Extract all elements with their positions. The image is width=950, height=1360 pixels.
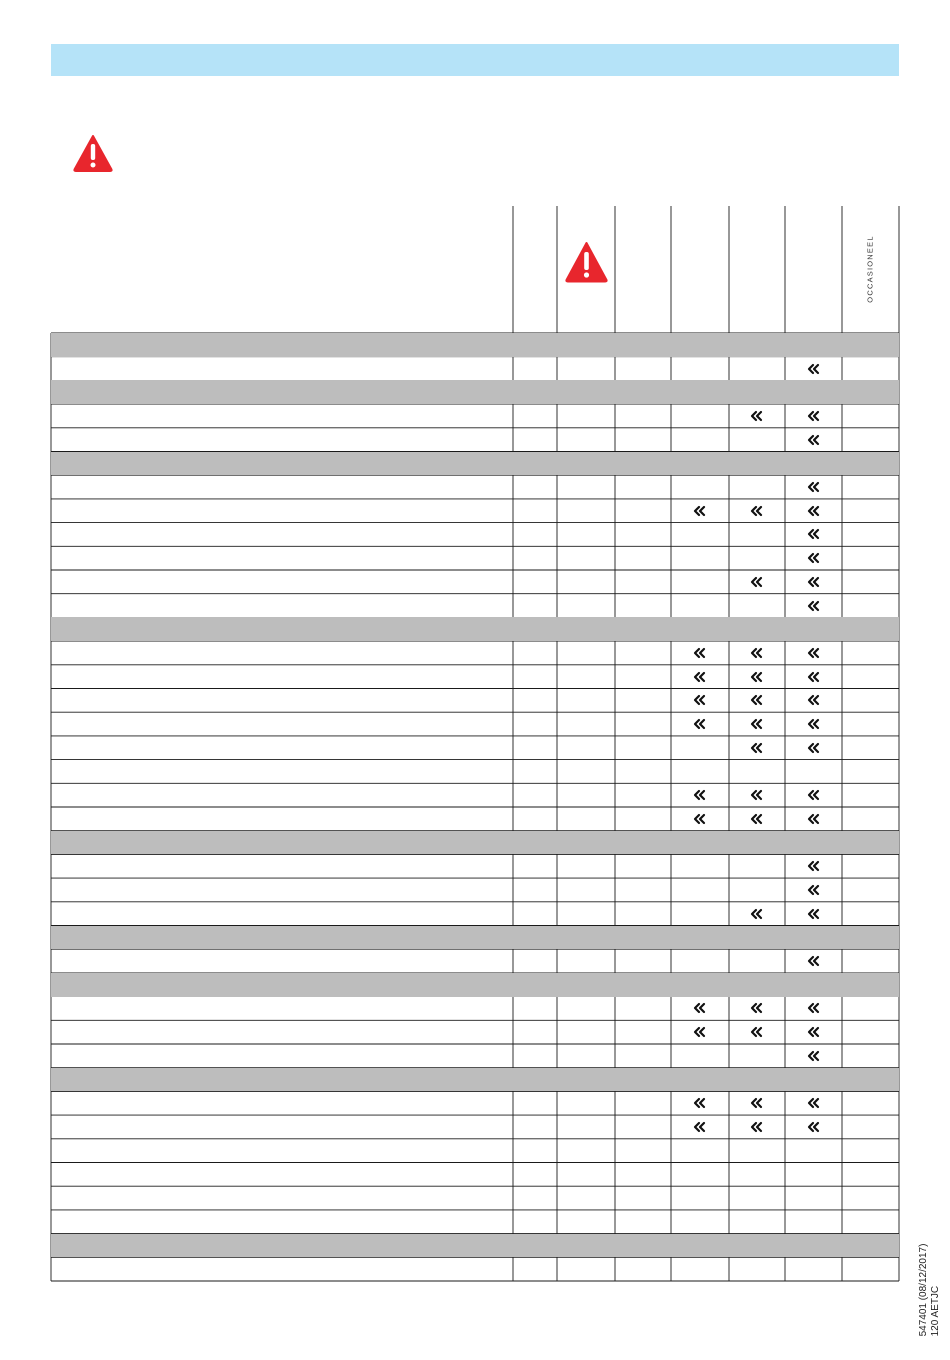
double-chevron-left-icon <box>806 742 822 754</box>
double-chevron-left-icon <box>806 789 822 801</box>
double-chevron-left-icon <box>806 1097 822 1109</box>
table-row <box>51 404 899 428</box>
table-row <box>51 1210 899 1234</box>
document-code-line-2: 120 AETJC <box>930 1285 941 1337</box>
table-row <box>51 854 899 878</box>
table-row <box>51 736 899 760</box>
double-chevron-left-icon <box>806 647 822 659</box>
double-chevron-left-icon <box>692 789 708 801</box>
double-chevron-left-icon <box>749 694 765 706</box>
double-chevron-left-icon <box>749 505 765 517</box>
table-row <box>51 1163 899 1187</box>
double-chevron-left-icon <box>806 718 822 730</box>
double-chevron-left-icon <box>692 694 708 706</box>
double-chevron-left-icon <box>806 1121 822 1133</box>
double-chevron-left-icon <box>806 1050 822 1062</box>
double-chevron-left-icon <box>692 1097 708 1109</box>
double-chevron-left-icon <box>806 1026 822 1038</box>
double-chevron-left-icon <box>806 884 822 896</box>
double-chevron-left-icon <box>692 813 708 825</box>
warning-triangle-icon <box>565 241 608 283</box>
double-chevron-left-icon <box>749 813 765 825</box>
table-section-row <box>51 617 899 641</box>
table-row <box>51 523 899 547</box>
table-row <box>51 428 899 452</box>
table-row <box>51 997 899 1021</box>
table-row <box>51 594 899 618</box>
table-row <box>51 570 899 594</box>
double-chevron-left-icon <box>692 1002 708 1014</box>
table-row <box>51 1115 899 1139</box>
table-row <box>51 665 899 689</box>
table-row <box>51 1091 899 1115</box>
double-chevron-left-icon <box>749 1002 765 1014</box>
double-chevron-left-icon <box>806 600 822 612</box>
table-section-row <box>51 333 899 357</box>
table-row <box>51 949 899 973</box>
double-chevron-left-icon <box>806 1002 822 1014</box>
table-row <box>51 1257 899 1281</box>
double-chevron-left-icon <box>692 718 708 730</box>
document-code <box>918 1244 942 1337</box>
double-chevron-left-icon <box>749 908 765 920</box>
double-chevron-left-icon <box>749 1026 765 1038</box>
table-row <box>51 1044 899 1068</box>
table-row <box>51 760 899 784</box>
double-chevron-left-icon <box>806 505 822 517</box>
double-chevron-left-icon <box>806 528 822 540</box>
table-row <box>51 475 899 499</box>
double-chevron-left-icon <box>806 552 822 564</box>
table-section-row <box>51 973 899 997</box>
double-chevron-left-icon <box>749 1121 765 1133</box>
table-row <box>51 1020 899 1044</box>
table-row <box>51 712 899 736</box>
table-section-row <box>51 1234 899 1258</box>
table-section-row <box>51 926 899 950</box>
double-chevron-left-icon <box>749 576 765 588</box>
table-row <box>51 1186 899 1210</box>
double-chevron-left-icon <box>692 1121 708 1133</box>
table-section-row <box>51 1068 899 1092</box>
double-chevron-left-icon <box>806 694 822 706</box>
double-chevron-left-icon <box>749 1097 765 1109</box>
table-row <box>51 546 899 570</box>
double-chevron-left-icon <box>806 481 822 493</box>
document-code-line-1: 547401 (08/12/2017) <box>918 1243 929 1337</box>
table-row <box>51 499 899 523</box>
table-section-row <box>51 380 899 404</box>
table-row <box>51 783 899 807</box>
table-section-row <box>51 452 899 476</box>
double-chevron-left-icon <box>749 789 765 801</box>
table-row <box>51 357 899 381</box>
double-chevron-left-icon <box>749 671 765 683</box>
double-chevron-left-icon <box>692 671 708 683</box>
table-row <box>51 902 899 926</box>
double-chevron-left-icon <box>692 647 708 659</box>
double-chevron-left-icon <box>806 813 822 825</box>
double-chevron-left-icon <box>692 505 708 517</box>
table-row <box>51 807 899 831</box>
table-row <box>51 689 899 713</box>
double-chevron-left-icon <box>806 363 822 375</box>
column-header-occasioneel: OCCASIONEEL <box>865 235 875 303</box>
double-chevron-left-icon <box>806 860 822 872</box>
double-chevron-left-icon <box>749 410 765 422</box>
double-chevron-left-icon <box>806 955 822 967</box>
double-chevron-left-icon <box>806 434 822 446</box>
double-chevron-left-icon <box>749 647 765 659</box>
table-row <box>51 878 899 902</box>
double-chevron-left-icon <box>806 908 822 920</box>
double-chevron-left-icon <box>749 742 765 754</box>
double-chevron-left-icon <box>806 410 822 422</box>
table-row <box>51 1139 899 1163</box>
double-chevron-left-icon <box>806 671 822 683</box>
double-chevron-left-icon <box>806 576 822 588</box>
table-row <box>51 641 899 665</box>
double-chevron-left-icon <box>692 1026 708 1038</box>
double-chevron-left-icon <box>749 718 765 730</box>
table-section-row <box>51 831 899 855</box>
